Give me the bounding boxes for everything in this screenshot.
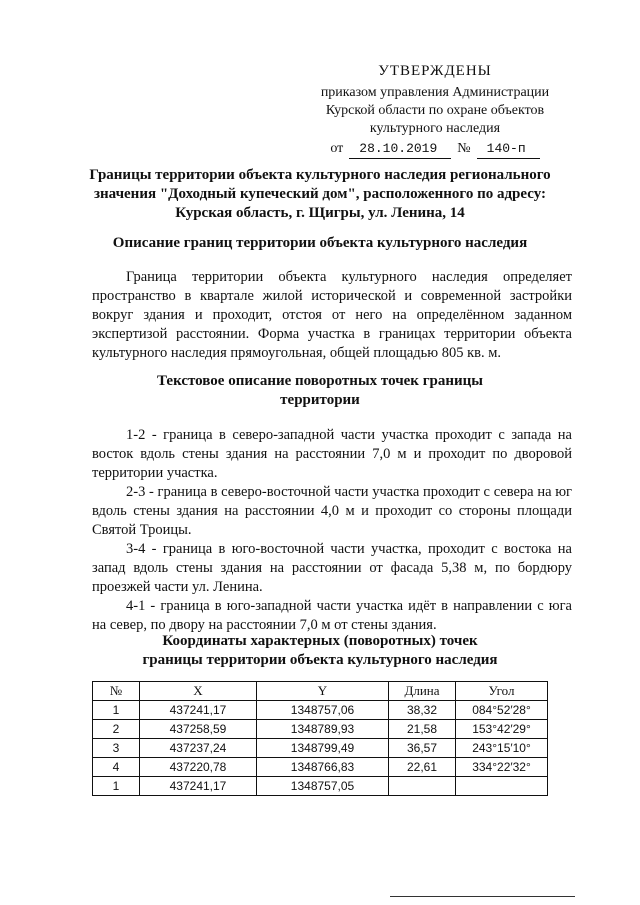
heading-line: границы территории объекта культурного наследия (142, 652, 498, 668)
table-cell: 437241,17 (140, 701, 257, 720)
order-number: 140-п (477, 140, 540, 159)
column-header: Угол (456, 682, 548, 701)
description-paragraph (92, 268, 572, 363)
approval-line: Курской области по охране объектов (325, 103, 545, 118)
order-date: 28.10.2019 (349, 140, 451, 159)
column-header: № (93, 682, 140, 701)
heading-line: Текстовое описание поворотных точек границы (156, 373, 483, 389)
title-line: значения "Доходный купеческий дом", расположенного по адресу: (94, 186, 546, 202)
table-cell: 437258,59 (140, 720, 257, 739)
title-line: Границы территории объекта культурного наследия регионального (89, 167, 551, 183)
approval-block (300, 62, 570, 159)
heading-line: Координаты характерных (поворотных) точек (162, 633, 478, 649)
table-row (93, 739, 548, 758)
table-cell: 36,57 (389, 739, 456, 758)
table-row (93, 758, 548, 777)
column-header: Y (257, 682, 389, 701)
table-cell: 1348766,83 (257, 758, 389, 777)
document-title (70, 166, 570, 223)
turning-point-item: 3-4 - граница в юго-восточной части участка, проходит с востока на запад вдоль стены здания на расстоянии от фасада 5,38 м, по бордюру проезжей части ул. Ленина. (92, 541, 572, 595)
table-cell: 21,58 (389, 720, 456, 739)
table-cell: 437220,78 (140, 758, 257, 777)
turning-points-heading (70, 372, 570, 410)
table-cell: 1 (93, 777, 140, 796)
approval-heading: УТВЕРЖДЕНЫ (378, 63, 492, 79)
table-cell (389, 777, 456, 796)
description-heading: Описание границ территории объекта культурного наследия (112, 235, 528, 251)
date-prefix: от (330, 141, 344, 156)
table-cell: 153°42′29° (456, 720, 548, 739)
order-details (300, 140, 570, 159)
approval-line: культурного наследия (369, 121, 501, 136)
table-cell: 1348757,05 (257, 777, 389, 796)
coordinates-table (92, 681, 548, 796)
table-cell: 22,61 (389, 758, 456, 777)
table-cell: 437241,17 (140, 777, 257, 796)
table-row (93, 701, 548, 720)
table-row (93, 777, 548, 796)
table-cell: 4 (93, 758, 140, 777)
title-line: Курская область, г. Щигры, ул. Ленина, 14 (175, 205, 465, 221)
table-cell: 2 (93, 720, 140, 739)
table-cell: 3 (93, 739, 140, 758)
table-cell: 1 (93, 701, 140, 720)
table-cell: 38,32 (389, 701, 456, 720)
column-header: X (140, 682, 257, 701)
number-prefix: № (457, 141, 471, 156)
turning-point-item: 2-3 - граница в северо-восточной части участка проходит с севера на юг вдоль стены здания на расстоянии 4,0 м и проходит со стороны площади Святой Троицы. (92, 484, 572, 538)
turning-points-list (92, 426, 572, 635)
table-cell: 1348789,93 (257, 720, 389, 739)
turning-point-item: 4-1 - граница в юго-западной части участка идёт в направлении с юга на север, по двору на расстоянии 7,0 м от стены здания. (92, 598, 572, 633)
table-cell: 243°15′10° (456, 739, 548, 758)
description-text: Граница территории объекта культурного наследия определяет пространство в квартале жилой исторической и современной застройки вокруг здания и проходит, отстоя от него на определённом заданном экспертизой расстоянии. Форма участка в границах территории объекта культурного наследия прямоугольная, общей площадью 805 кв. м. (92, 269, 572, 361)
table-header-row (93, 682, 548, 701)
footer-divider (390, 896, 575, 897)
heading-line: территории (280, 392, 360, 408)
approval-line: приказом управления Администрации (320, 85, 550, 100)
table-cell: 1348757,06 (257, 701, 389, 720)
table-cell: 334°22′32° (456, 758, 548, 777)
table-cell: 1348799,49 (257, 739, 389, 758)
table-row (93, 720, 548, 739)
coordinates-heading (70, 632, 570, 670)
table-cell (456, 777, 548, 796)
table-cell: 437237,24 (140, 739, 257, 758)
column-header: Длина (389, 682, 456, 701)
turning-point-item: 1-2 - граница в северо-западной части участка проходит с запада на восток вдоль стены здания на расстоянии 7,0 м и проходит по дворовой территории участка. (92, 427, 572, 481)
table-cell: 084°52′28° (456, 701, 548, 720)
